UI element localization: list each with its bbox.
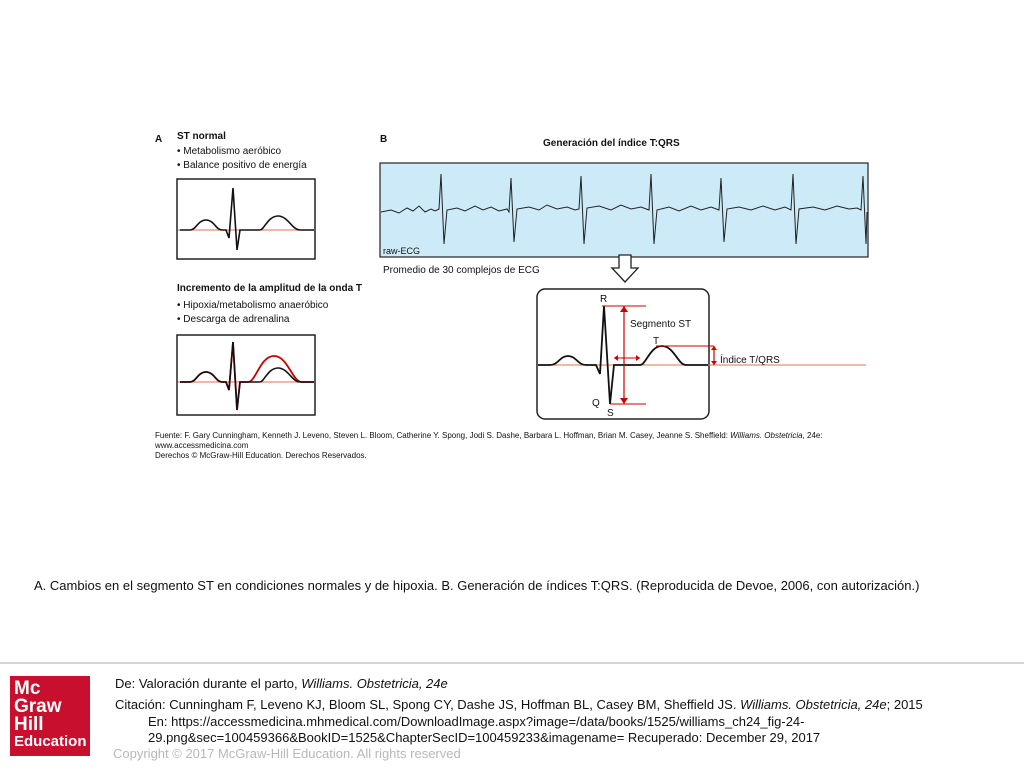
panel-b-title: Generación del índice T:QRS [543,138,680,149]
ecg-hypoxia-box [176,334,316,416]
panel-a-letter: A [155,134,163,145]
wave-q-label: Q [592,398,600,409]
citation-url-continued[interactable]: 29.png&sec=100459366&BookID=1525&ChapterSecID=100459233&imagename= Recuperado: December 29, 2017 [148,730,821,745]
segment-st-label: Segmento ST [630,319,692,330]
figure [150,122,870,462]
average-ecg-box [536,288,866,420]
average-label: Promedio de 30 complejos de ECG [383,265,540,276]
copyright-notice: Copyright © 2017 McGraw-Hill Education. All rights reserved [113,746,461,761]
index-label: Índice T/QRS [720,355,780,366]
ecg-normal-box [176,178,316,260]
wave-s-label: S [607,408,614,419]
source-line: De: Valoración durante el parto, Williams. Obstetricia, 24e [115,676,448,691]
mcgraw-hill-logo: Mc Graw Hill Education [10,676,90,756]
panel-a-top-bullet: • Metabolismo aeróbico [177,146,282,157]
figure-source: Fuente: F. Gary Cunningham, Kenneth J. Leveno, Steven L. Bloom, Catherine Y. Spong, Jodi S. Dashe, Barbara L. Hoffman, Brian M. Casey, Jeanne S. Sheffield: Williams. Obstetricia, 24e: www.accessmedicina.com Derechos © McGraw-Hill Education. Derechos Reservados. [155,431,823,460]
wave-r-label: R [600,294,608,305]
citation-line: Citación: Cunningham F, Leveno KJ, Bloom SL, Spong CY, Dashe JS, Hoffman BL, Casey BM, Sheffield JS. Williams. Obstetricia, 24e; 2015 [115,697,923,712]
panel-a-bottom-bullet: • Hipoxia/metabolismo anaeróbico [177,300,329,311]
panel-b-letter: B [380,134,388,145]
panel-a-bottom-title: Incremento de la amplitud de la onda T [177,283,363,294]
citation-url[interactable]: En: https://accessmedicina.mhmedical.com/DownloadImage.aspx?image=/data/books/1525/williams_ch24_fig-24- [148,714,805,729]
panel-a-top-title: ST normal [177,131,226,142]
raw-ecg-label: raw-ECG [383,246,421,256]
wave-t-label: T [653,336,660,347]
raw-ecg-strip [379,162,869,258]
figure-caption: A. Cambios en el segmento ST en condiciones normales y de hipoxia. B. Generación de índices T:QRS. (Reproducida de Devoe, 2006, con autorización.) [34,578,920,593]
panel-a-top-bullet: • Balance positivo de energía [177,160,307,171]
down-arrow-icon [610,254,640,284]
panel-a-bottom-bullet: • Descarga de adrenalina [177,314,290,325]
divider [0,662,1024,664]
